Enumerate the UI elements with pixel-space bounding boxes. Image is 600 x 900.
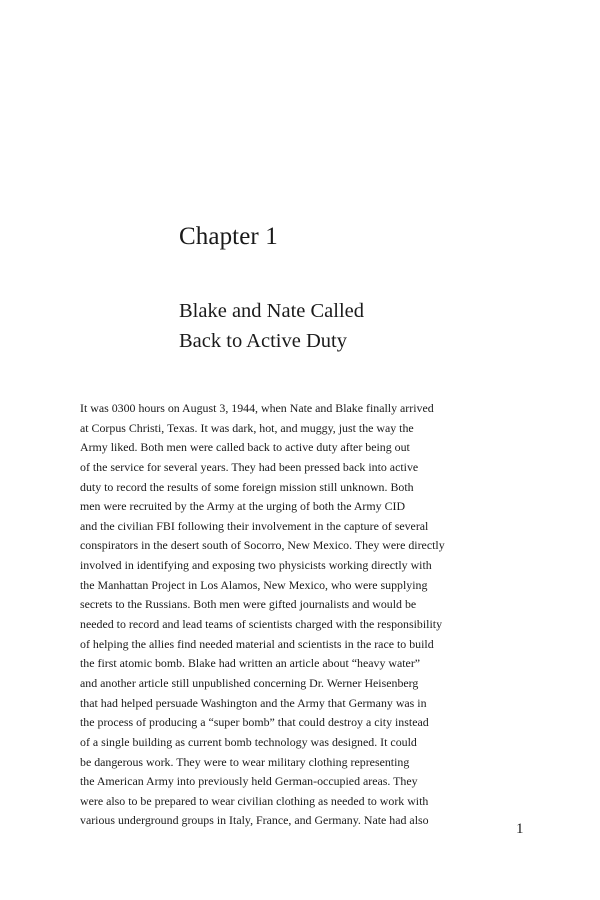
text-line: Army liked. Both men were called back to active duty after being out bbox=[80, 440, 410, 455]
text-line: of helping the allies find needed material and scientists in the race to build bbox=[80, 636, 434, 651]
text-line: the process of producing a “super bomb” that could destroy a city instead bbox=[80, 715, 429, 730]
chapter-title: Chapter 1 bbox=[179, 223, 278, 250]
text-line: needed to record and lead teams of scientists charged with the responsibility bbox=[80, 617, 443, 632]
text-line: the first atomic bomb. Blake had written an article about “heavy water” bbox=[80, 656, 421, 671]
text-line: It was 0300 hours on August 3, 1944, when Nate and Blake finally arrived bbox=[80, 401, 434, 415]
text-line: at Corpus Christi, Texas. It was dark, hot, and muggy, just the way the bbox=[80, 420, 414, 435]
text-line: the Manhattan Project in Los Alamos, New Mexico, who were supplying bbox=[80, 577, 428, 592]
body-paragraph bbox=[80, 399, 524, 831]
text-line: involved in identifying and exposing two physicists working directly with bbox=[80, 558, 432, 573]
chapter-subtitle bbox=[179, 296, 364, 356]
chapter-subtitle-line: Blake and Nate Called bbox=[179, 300, 365, 322]
text-line: men were recruited by the Army at the urging of both the Army CID bbox=[80, 499, 406, 514]
text-line: duty to record the results of some foreign mission still unknown. Both bbox=[80, 479, 414, 494]
text-line: conspirators in the desert south of Socorro, New Mexico. They were directly bbox=[80, 538, 445, 553]
text-line: secrets to the Russians. Both men were gifted journalists and would be bbox=[80, 597, 417, 612]
text-line: the American Army into previously held German-occupied areas. They bbox=[80, 774, 418, 789]
text-line: that had helped persuade Washington and the Army that Germany was in bbox=[80, 695, 427, 710]
chapter-subtitle-line: Back to Active Duty bbox=[179, 330, 347, 352]
text-line: be dangerous work. They were to wear military clothing representing bbox=[80, 754, 410, 769]
text-line: and the civilian FBI following their involvement in the capture of several bbox=[80, 518, 429, 533]
text-line: various underground groups in Italy, France, and Germany. Nate had also bbox=[80, 813, 429, 828]
text-line: of a single building as current bomb technology was designed. It could bbox=[80, 734, 417, 749]
page-number: 1 bbox=[516, 821, 524, 837]
text-line: of the service for several years. They had been pressed back into active bbox=[80, 459, 419, 474]
text-line: were also to be prepared to wear civilian clothing as needed to work with bbox=[80, 793, 429, 808]
text-line: and another article still unpublished concerning Dr. Werner Heisenberg bbox=[80, 675, 419, 690]
